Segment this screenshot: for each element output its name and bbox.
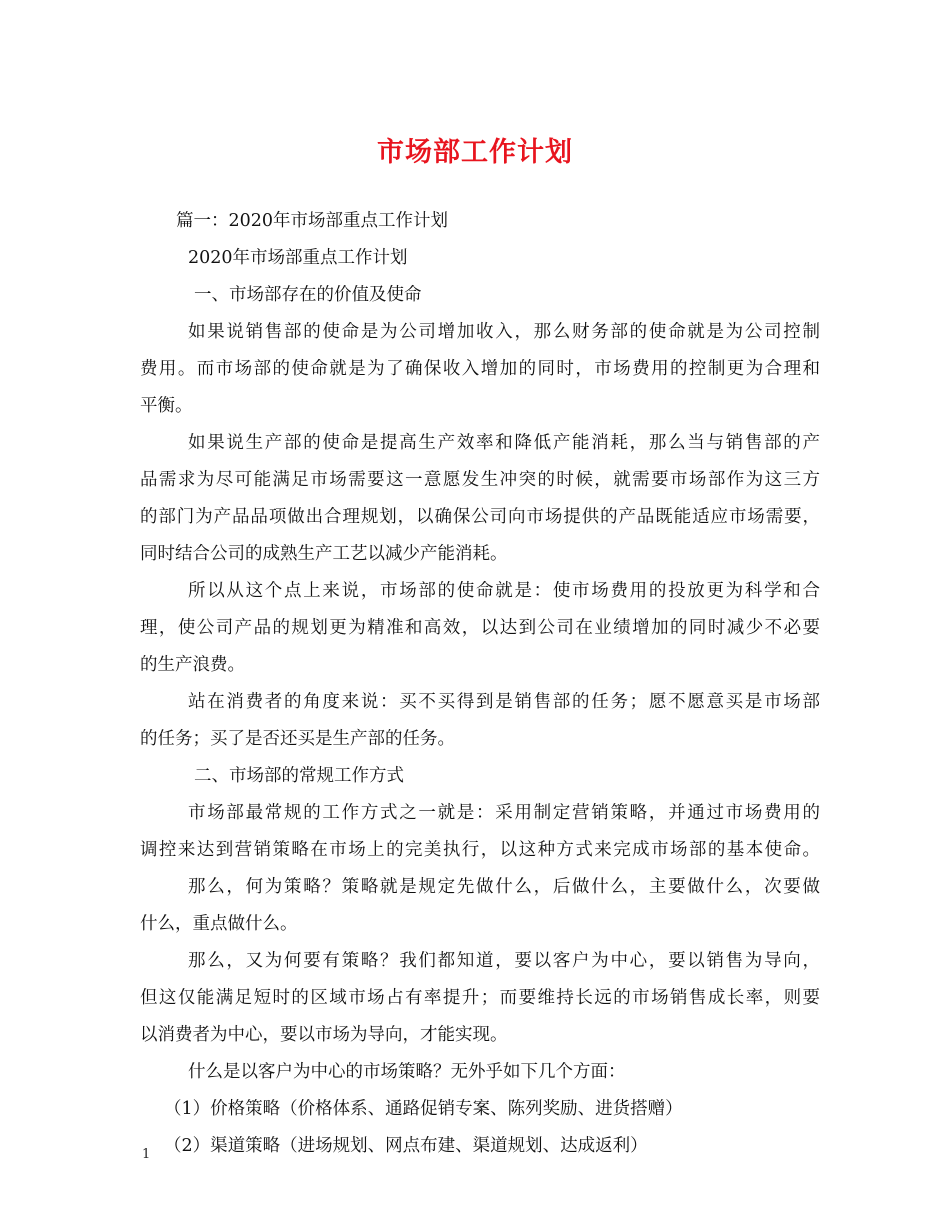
paragraph-line: 但这仅能满足短时的区域市场占有率提升；而要维持长远的市场销售成长率，则要	[140, 988, 820, 1008]
paragraph-line: 那么，何为策略？策略就是规定先做什么，后做什么，主要做什么，次要做	[188, 877, 820, 897]
paragraph-line: 费用。而市场部的使命就是为了确保收入增加的同时，市场费用的控制更为合理和	[140, 359, 820, 379]
paragraph-line: 以消费者为中心，要以市场为导向，才能实现。	[140, 1025, 508, 1045]
section-heading: 篇一：2020年市场部重点工作计划	[176, 211, 449, 231]
paragraph-line: 什么是以客户为中心的市场策略？无外乎如下几个方面：	[188, 1062, 626, 1082]
paragraph-line: 什么，重点做什么。	[140, 914, 298, 934]
paragraph-line: 站在消费者的角度来说：买不买得到是销售部的任务；愿不愿意买是市场部	[188, 692, 820, 712]
paragraph-line: 的任务；买了是否还买是生产部的任务。	[140, 729, 455, 749]
list-item: （1）价格策略（价格体系、通路促销专案、陈列奖励、进货搭赠）	[164, 1099, 683, 1119]
paragraph-line: 那么，又为何要有策略？我们都知道，要以客户为中心，要以销售为导向，	[188, 951, 820, 971]
paragraph-line: 如果说生产部的使命是提高生产效率和降低产能消耗，那么当与销售部的产	[188, 433, 820, 453]
paragraph-line: 如果说销售部的使命是为公司增加收入，那么财务部的使命就是为公司控制	[188, 322, 820, 342]
paragraph-line: 的生产浪费。	[140, 655, 245, 675]
page-number: 1	[142, 1147, 151, 1162]
section-heading: 二、市场部的常规工作方式	[194, 766, 404, 786]
paragraph-line: 调控来达到营销策略在市场上的完美执行，以这种方式来完成市场部的基本使命。	[140, 840, 820, 860]
document-title: 市场部工作计划	[377, 137, 573, 168]
paragraph-line: 品需求为尽可能满足市场需要这一意愿发生冲突的时候，就需要市场部作为这三方	[140, 470, 820, 490]
paragraph-line: 平衡。	[140, 396, 193, 416]
paragraph-line: 同时结合公司的成熟生产工艺以减少产能消耗。	[140, 544, 508, 564]
paragraph-line: 理，使公司产品的规划更为精准和高效，以达到公司在业绩增加的同时减少不必要	[140, 618, 820, 638]
paragraph-line: 市场部最常规的工作方式之一就是：采用制定营销策略，并通过市场费用的	[188, 803, 820, 823]
list-item: （2）渠道策略（进场规划、网点布建、渠道规划、达成返利）	[164, 1136, 648, 1156]
paragraph-line: 所以从这个点上来说，市场部的使命就是：使市场费用的投放更为科学和合	[188, 581, 820, 601]
paragraph-line: 的部门为产品品项做出合理规划，以确保公司向市场提供的产品既能适应市场需要，	[140, 507, 820, 527]
subtitle: 2020年市场部重点工作计划	[188, 248, 408, 268]
document-body	[140, 203, 820, 1165]
section-heading: 一、市场部存在的价值及使命	[194, 285, 422, 305]
